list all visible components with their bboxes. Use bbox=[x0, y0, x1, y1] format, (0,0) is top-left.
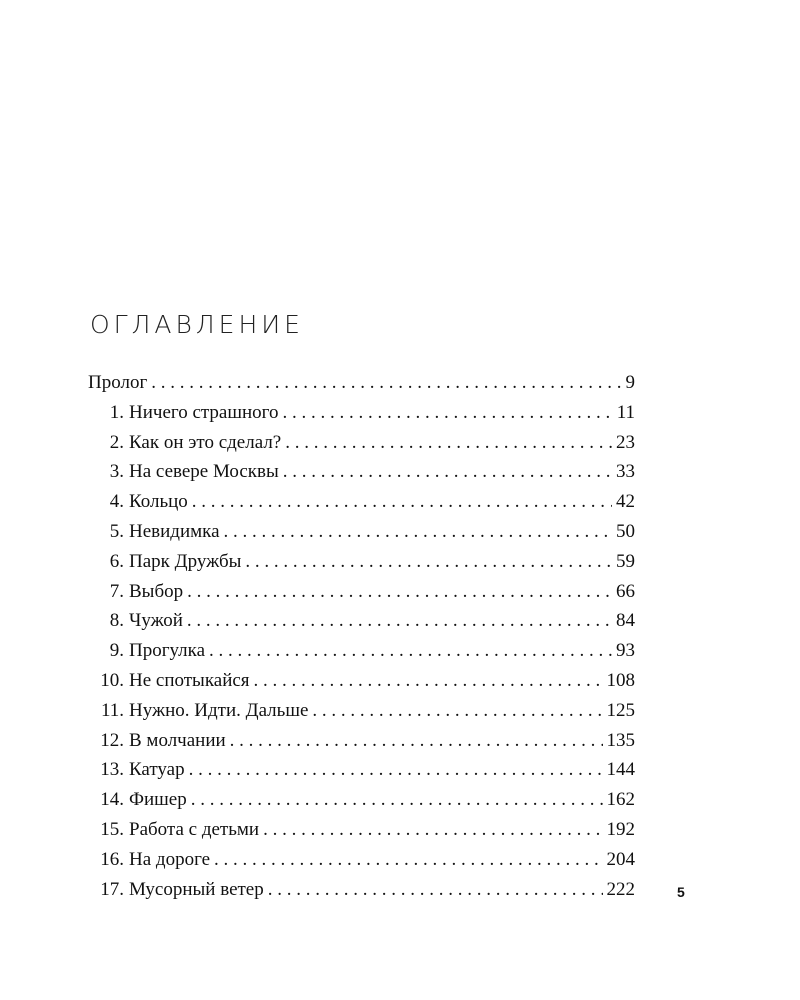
toc-entry-number: 3. bbox=[109, 461, 124, 483]
toc-heading: ОГЛАВЛЕНИЕ bbox=[90, 310, 304, 339]
dot-leader bbox=[312, 696, 602, 726]
toc-entry-title: На севере Москвы bbox=[129, 461, 279, 483]
toc-entry-page: 93 bbox=[616, 640, 635, 662]
toc-entry[interactable] bbox=[88, 875, 635, 905]
toc-entry-page: 9 bbox=[625, 372, 635, 393]
toc-entry-page: 204 bbox=[606, 848, 635, 870]
toc-entry-page: 11 bbox=[616, 401, 635, 423]
toc-entry[interactable] bbox=[88, 457, 635, 487]
toc-entry-page: 108 bbox=[606, 669, 635, 691]
dot-leader bbox=[263, 815, 602, 845]
toc-entry-title: На дороге bbox=[129, 848, 211, 870]
dot-leader bbox=[214, 845, 602, 875]
toc-entry-page: 50 bbox=[616, 520, 635, 542]
toc-entry[interactable] bbox=[88, 428, 635, 458]
toc-entry-number: 11. bbox=[100, 699, 124, 721]
toc-entry-title: Кольцо bbox=[129, 491, 188, 513]
toc-entry[interactable] bbox=[88, 785, 635, 815]
toc-entry-number: 16. bbox=[100, 848, 124, 870]
toc-entry-title: Прогулка bbox=[129, 640, 206, 662]
table-of-contents bbox=[88, 368, 635, 904]
toc-entry-title: Фишер bbox=[129, 789, 187, 811]
toc-entry[interactable] bbox=[88, 636, 635, 666]
toc-entry-title: Невидимка bbox=[129, 520, 220, 542]
dot-leader bbox=[187, 577, 612, 607]
toc-entry-title: Мусорный ветер bbox=[129, 878, 264, 900]
dot-leader bbox=[192, 487, 612, 517]
toc-entry-page: 125 bbox=[606, 699, 635, 721]
dot-leader bbox=[189, 755, 603, 785]
toc-entry[interactable] bbox=[88, 666, 635, 696]
dot-leader bbox=[224, 517, 612, 547]
toc-entry-number: 10. bbox=[100, 669, 124, 691]
dot-leader bbox=[187, 606, 612, 636]
toc-entry[interactable] bbox=[88, 726, 635, 756]
toc-entry-number: 1. bbox=[109, 401, 124, 423]
toc-entry-prologue[interactable] bbox=[88, 368, 635, 398]
toc-entry[interactable] bbox=[88, 606, 635, 636]
toc-entry-page: 144 bbox=[606, 759, 635, 781]
toc-entry-number: 6. bbox=[109, 550, 124, 572]
toc-entry-title: Пролог bbox=[88, 372, 148, 393]
toc-entry[interactable] bbox=[88, 755, 635, 785]
dot-leader bbox=[191, 785, 603, 815]
toc-entry-title: Чужой bbox=[129, 610, 183, 632]
dot-leader bbox=[151, 368, 621, 398]
dot-leader bbox=[209, 636, 612, 666]
toc-entry-number: 4. bbox=[109, 491, 124, 513]
toc-entry-number: 13. bbox=[100, 759, 124, 781]
toc-entry-number: 8. bbox=[109, 610, 124, 632]
toc-entry-title: В молчании bbox=[129, 729, 226, 751]
toc-entry[interactable] bbox=[88, 577, 635, 607]
dot-leader bbox=[283, 457, 612, 487]
toc-entry-title: Работа с детьми bbox=[129, 818, 260, 840]
dot-leader bbox=[282, 398, 612, 428]
toc-entry[interactable] bbox=[88, 696, 635, 726]
toc-entry-page: 135 bbox=[606, 729, 635, 751]
toc-entry-number: 5. bbox=[109, 520, 124, 542]
toc-entry-page: 162 bbox=[606, 789, 635, 811]
toc-entry-page: 222 bbox=[606, 878, 635, 900]
toc-entry-page: 33 bbox=[616, 461, 635, 483]
toc-entry-number: 7. bbox=[109, 580, 124, 602]
toc-entry-number: 12. bbox=[100, 729, 124, 751]
toc-entry-title: Нужно. Идти. Дальше bbox=[129, 699, 309, 721]
toc-entry-title: Как он это сделал? bbox=[129, 431, 282, 453]
dot-leader bbox=[254, 666, 603, 696]
toc-entry-page: 66 bbox=[616, 580, 635, 602]
toc-entry-page: 23 bbox=[616, 431, 635, 453]
toc-entry-number: 14. bbox=[100, 789, 124, 811]
toc-entry-number: 9. bbox=[109, 640, 124, 662]
dot-leader bbox=[230, 726, 603, 756]
toc-entry[interactable] bbox=[88, 398, 635, 428]
toc-entry-number: 2. bbox=[109, 431, 124, 453]
toc-entry-page: 192 bbox=[606, 818, 635, 840]
toc-entry-page: 59 bbox=[616, 550, 635, 572]
toc-entry[interactable] bbox=[88, 487, 635, 517]
toc-entry-number: 17. bbox=[100, 878, 124, 900]
toc-entry[interactable] bbox=[88, 845, 635, 875]
toc-entry-page: 84 bbox=[616, 610, 635, 632]
toc-entry[interactable] bbox=[88, 547, 635, 577]
toc-entry-title: Ничего страшного bbox=[129, 401, 279, 423]
toc-entry-page: 42 bbox=[616, 491, 635, 513]
page-number: 5 bbox=[677, 884, 685, 900]
toc-entry[interactable] bbox=[88, 815, 635, 845]
toc-entry-title: Катуар bbox=[129, 759, 185, 781]
dot-leader bbox=[285, 428, 612, 458]
toc-entry-title: Парк Дружбы bbox=[129, 550, 242, 572]
dot-leader bbox=[245, 547, 612, 577]
dot-leader bbox=[268, 875, 603, 905]
toc-entry-title: Выбор bbox=[129, 580, 184, 602]
toc-entry-number: 15. bbox=[100, 818, 124, 840]
toc-entry[interactable] bbox=[88, 517, 635, 547]
toc-entry-title: Не спотыкайся bbox=[129, 669, 250, 691]
